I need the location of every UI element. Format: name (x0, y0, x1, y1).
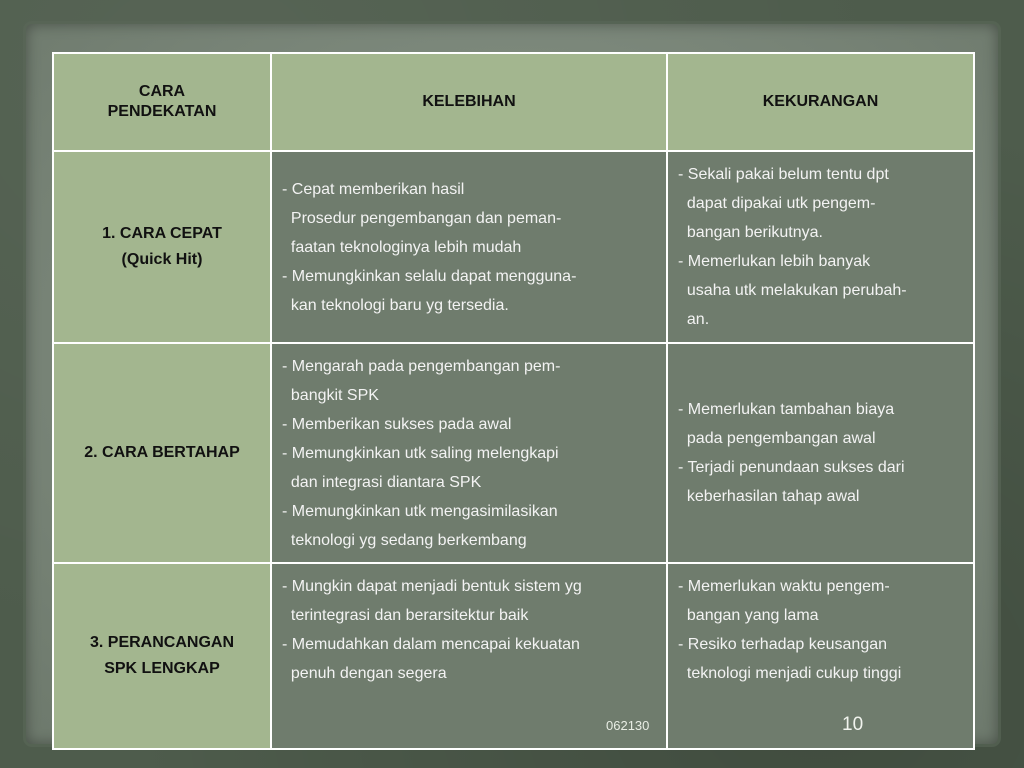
table-row (53, 563, 974, 749)
kelebihan-line: - Cepat memberikan hasil (282, 180, 465, 198)
kelebihan-line: dan integrasi diantara SPK (282, 474, 482, 491)
header-line: CARA (138, 83, 186, 100)
kelebihan-line: - Memberikan sukses pada awal (282, 416, 512, 433)
header-cara-pendekatan (53, 53, 271, 151)
kekurangan-line: dapat dipakai utk pengem- (678, 195, 876, 212)
approach-line: 3. PERANCANGAN (89, 634, 234, 651)
header-line: KEKURANGAN (762, 93, 879, 110)
kekurangan-line: - Sekali pakai belum tentu dpt (678, 166, 889, 183)
kelebihan-line: - Memungkinkan selalu dapat mengguna- (282, 267, 577, 285)
header-line: PENDEKATAN (107, 103, 217, 120)
kekurangan-cell (667, 151, 974, 343)
table-row (53, 343, 974, 563)
approach-cell (53, 151, 271, 343)
kekurangan-cell (667, 563, 974, 749)
kelebihan-cell (271, 151, 667, 343)
kekurangan-line: - Terjadi penundaan sukses dari (678, 459, 905, 476)
kekurangan-line: bangan berikutnya. (678, 224, 823, 241)
kelebihan-line: teknologi yg sedang berkembang (282, 532, 527, 549)
header-kelebihan (271, 53, 667, 151)
kelebihan-line: - Memungkinkan utk mengasimilasikan (282, 503, 558, 520)
kelebihan-line: bangkit SPK (282, 387, 379, 404)
page-number: 10 (842, 714, 864, 735)
kelebihan-line: - Memudahkan dalam mencapai kekuatan (282, 636, 580, 653)
kekurangan-line: an. (678, 311, 710, 328)
approach-cell (53, 343, 271, 563)
approach-cell (53, 563, 271, 749)
kekurangan-line: usaha utk melakukan perubah- (678, 282, 907, 299)
kelebihan-line: - Memungkinkan utk saling melengkapi (282, 445, 559, 462)
kekurangan-line: pada pengembangan awal (678, 430, 876, 447)
kelebihan-cell (271, 343, 667, 563)
kekurangan-line: - Memerlukan lebih banyak (678, 253, 871, 270)
header-kekurangan (667, 53, 974, 151)
header-line: KELEBIHAN (422, 93, 516, 110)
approach-line: (Quick Hit) (121, 251, 203, 268)
kelebihan-line: terintegrasi dan berarsitektur baik (282, 607, 529, 624)
kelebihan-line: - Mengarah pada pengembangan pem- (282, 358, 561, 375)
kelebihan-line: penuh dengan segera (282, 665, 447, 682)
kekurangan-cell (667, 343, 974, 563)
kelebihan-line: Prosedur pengembangan dan peman- (282, 209, 562, 227)
kekurangan-line: - Memerlukan waktu pengem- (678, 578, 890, 595)
footer-code: 062130 (606, 718, 650, 733)
kekurangan-line: - Resiko terhadap keusangan (678, 636, 888, 653)
table-row (53, 151, 974, 343)
comparison-table (52, 52, 975, 750)
kekurangan-line: bangan yang lama (678, 607, 819, 624)
kekurangan-line: teknologi menjadi cukup tinggi (678, 665, 902, 682)
header-row (53, 53, 974, 151)
approach-line: 1. CARA CEPAT (102, 225, 222, 242)
kekurangan-line: - Memerlukan tambahan biaya (678, 401, 895, 418)
kekurangan-line: keberhasilan tahap awal (678, 488, 860, 505)
kelebihan-line: - Mungkin dapat menjadi bentuk sistem yg (282, 578, 582, 595)
comparison-table-wrap (52, 52, 973, 707)
kelebihan-line: faatan teknologinya lebih mudah (282, 238, 522, 256)
approach-line: SPK LENGKAP (104, 660, 220, 677)
kelebihan-line: kan teknologi baru yg tersedia. (282, 296, 509, 314)
approach-line: 2. CARA BERTAHAP (84, 444, 240, 461)
